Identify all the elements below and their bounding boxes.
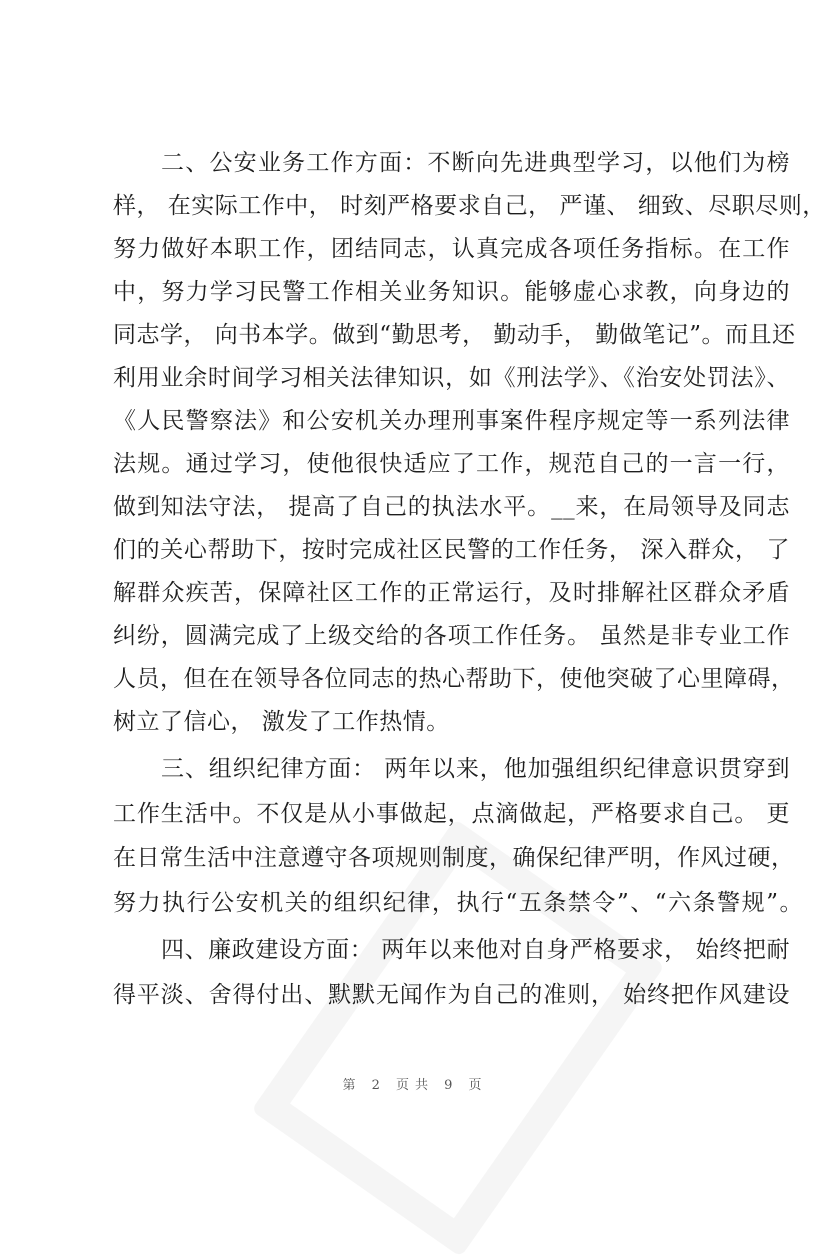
text-line: 纠纷，圆满完成了上级交给的各项工作任务。 虽然是非专业工作 xyxy=(113,623,790,649)
text-line: 样， 在实际工作中， 时刻严格要求自己， 严谨、 细致、尽职尽则， xyxy=(113,193,826,219)
text-line: 树立了信心， 激发了工作热情。 xyxy=(113,709,450,735)
text-line: 利用业余时间学习相关法律知识，如《刑法学》、《治安处罚法》、 xyxy=(113,365,790,391)
text-line: 做到知法守法， 提高了自己的执法水平。__来，在局领导及同志 xyxy=(113,494,790,520)
page-footer: 第 2 页共 9 页 xyxy=(342,1078,488,1093)
text-line: 四、廉政建设方面： 两年以来他对自身严格要求， 始终把耐 xyxy=(161,937,790,963)
text-line: 二、公安业务工作方面：不断向先进典型学习，以他们为榜 xyxy=(161,150,790,176)
text-line: 中，努力学习民警工作相关业务知识。能够虚心求教，向身边的 xyxy=(113,279,790,305)
text-line: 们的关心帮助下，按时完成社区民警的工作任务， 深入群众， 了 xyxy=(113,537,790,563)
text-line: 人员，但在在领导各位同志的热心帮助下，使他突破了心里障碍， xyxy=(113,666,795,692)
text-line: 解群众疾苦，保障社区工作的正常运行，及时排解社区群众矛盾 xyxy=(113,580,790,606)
text-line: 三、组织纪律方面： 两年以来，他加强组织纪律意识贯穿到 xyxy=(161,756,790,782)
text-line: 《人民警察法》和公安机关办理刑事案件程序规定等一系列法律 xyxy=(113,408,790,434)
text-line: 努力做好本职工作，团结同志，认真完成各项任务指标。在工作 xyxy=(113,236,790,262)
text-line: 同志学， 向书本学。做到“勤思考， 勤动手， 勤做笔记”。而且还 xyxy=(113,322,796,348)
text-line: 得平淡、舍得付出、默默无闻作为自己的准则， 始终把作风建设 xyxy=(113,982,790,1008)
text-line: 努力执行公安机关的组织纪律，执行“五条禁令”、“六条警规”。 xyxy=(113,890,803,916)
watermark xyxy=(251,819,665,1257)
text-line: 法规。通过学习，使他很快适应了工作，规范自己的一言一行， xyxy=(113,451,790,477)
text-line: 在日常生活中注意遵守各项规则制度，确保纪律严明，作风过硬， xyxy=(113,845,795,871)
text-line: 工作生活中。不仅是从小事做起，点滴做起，严格要求自己。 更 xyxy=(113,801,790,827)
